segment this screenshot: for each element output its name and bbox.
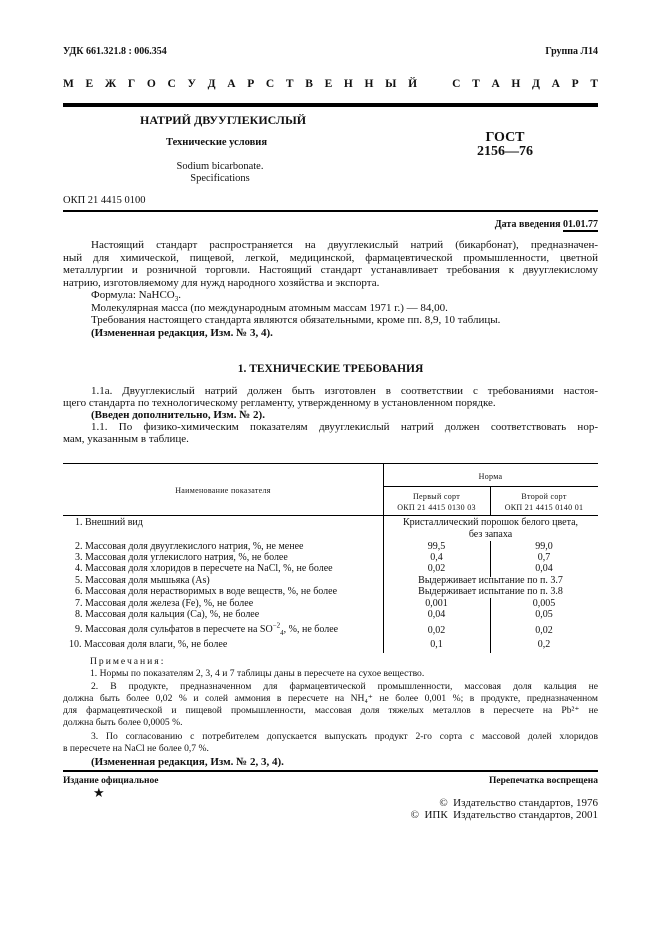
note-2: должна быть более 0,02 % и солей аммония в пересчете на NH₄⁺ не более 0,001 %; в продукте, предназначенном <box>63 693 598 704</box>
formula-text: Формула: NaHCO <box>91 289 175 301</box>
added-note: (Введен дополнительно, Изм. № 2). <box>91 409 265 421</box>
row-value-span: Выдерживает испытание по п. 3.7 <box>418 575 563 586</box>
row-name-end: , %, не более <box>283 624 339 635</box>
note-2: должна быть более 0,0005 %. <box>63 717 183 728</box>
star-icon: ★ <box>93 785 105 800</box>
note-2: для фармацевтической и пищевой промышленности, массовая доля тяжелых металлов в пересчете на Pb²⁺ не <box>63 705 598 716</box>
clause-1-1a: щего стандарта по технологическому регламенту, утвержденному в установленном порядке. <box>63 397 496 409</box>
row-value-grade2: 0,005 <box>532 598 556 609</box>
row-name: 3. Массовая доля углекислого натрия, %, не более <box>75 552 288 563</box>
superscript: −2 <box>272 621 281 630</box>
row-value-grade2: 99,0 <box>535 541 553 552</box>
rule <box>63 770 598 772</box>
row-value-grade1: 99,5 <box>427 541 446 552</box>
header-divider <box>383 486 598 487</box>
row-value-grade2: 0,7 <box>537 552 551 563</box>
row-value-span: Кристаллический порошок белого цвета, <box>402 517 579 528</box>
subscript: 4 <box>280 629 284 637</box>
row-value-grade1: 0,001 <box>425 598 448 609</box>
clause-1-1a: 1.1а. Двууглекислый натрий должен быть изготовлен в соответствии с требованиями настоя- <box>91 385 598 397</box>
formula <box>63 289 598 304</box>
note-2: 2. В продукте, предназначенном для фармацевтической промышленности, массовая доля кальция не <box>91 681 598 692</box>
intro-line: ный для химической, пищевой, легкой, медицинской, фармацевтической промышленности, цветной <box>63 252 598 264</box>
english-title-1: Sodium bicarbonate. <box>176 161 264 172</box>
row-value-grade2: 0,05 <box>535 609 553 620</box>
introduction-date <box>495 219 598 231</box>
date-value: 01.01.77 <box>563 219 598 230</box>
table-top-border <box>63 463 598 464</box>
row-name <box>75 621 339 637</box>
row-name: 8. Массовая доля кальция (Ca), %, не более <box>75 609 260 620</box>
note-3: 3. По согласованию с потребителем допускается выпускать продукт 2-го сорта с массовой долей хлоридов <box>91 731 598 742</box>
row-value-grade2: 0,2 <box>537 639 551 650</box>
row-value-grade1: 0,04 <box>427 609 446 620</box>
clause-1-1: 1.1. По физико-химическим показателям двууглекислый натрий должен соответствовать нор- <box>91 421 598 433</box>
thick-rule <box>63 103 598 107</box>
note-3: в пересчете на NaCl не более 0,7 %. <box>63 743 209 754</box>
intro-line: Настоящий стандарт распространяется на двууглекислый натрий (бикарбонат), предназначен- <box>91 239 598 251</box>
col-header-name: Наименование показателя <box>175 486 271 495</box>
notes-title: Примечания: <box>90 656 166 667</box>
intro-line: натрию, изготовляемому для нужд народного хозяйства и экспорта. <box>63 277 380 289</box>
gost-label: ГОСТ <box>485 130 525 145</box>
row-value-grade2: 0,02 <box>535 625 553 636</box>
group-code: Группа Л14 <box>545 46 598 57</box>
section-heading: 1. ТЕХНИЧЕСКИЕ ТРЕБОВАНИЯ <box>237 363 424 375</box>
row-value-grade2: 0,04 <box>535 563 553 574</box>
interstate-standard-heading: М Е Ж Г О С У Д А Р С Т В Е Н Н Ы Й С Т А Н Д А Р Т <box>63 78 598 90</box>
notes-change: (Измененная редакция, Изм. № 2, 3, 4). <box>91 756 284 768</box>
note-1: 1. Нормы по показателям 2, 3, 4 и 7 таблицы даны в пересчете на сухое вещество. <box>90 668 425 679</box>
row-value-grade1: 0,4 <box>430 552 443 563</box>
header-bottom-border <box>63 515 598 516</box>
row-name: 4. Массовая доля хлоридов в пересчете на NaCl, %, не более <box>75 563 333 574</box>
row-name: 5. Массовая доля мышьяка (As) <box>75 575 210 586</box>
molecular-mass: Молекулярная масса (по международным атомным массам 1971 г.) — 84,00. <box>91 302 448 314</box>
row-value-span: без запаха <box>468 529 513 540</box>
row-value-grade1: 0,02 <box>427 563 446 574</box>
col-header-grade1: Первый сорт <box>412 492 460 501</box>
row-name: 1. Внешний вид <box>75 517 143 528</box>
english-title-2: Specifications <box>190 173 250 184</box>
row-name: 6. Массовая доля нерастворимых в воде веществ, %, не более <box>75 586 338 597</box>
row-name: 7. Массовая доля железа (Fe), %, не более <box>75 598 254 609</box>
clause-1-1: мам, указанным в таблице. <box>63 433 189 445</box>
product-subtitle: Технические условия <box>166 137 268 148</box>
official-edition: Издание официальное <box>63 776 159 786</box>
col-header-norm: Норма <box>478 472 503 481</box>
formula-subscript: 3 <box>174 295 179 304</box>
col-header-grade2-okp: ОКП 21 4415 0140 01 <box>504 503 584 512</box>
requirements-note: Требования настоящего стандарта являются обязательными, кроме пп. 8,9, 10 таблицы. <box>91 314 501 326</box>
rule <box>63 210 598 212</box>
okp-code: ОКП 21 4415 0100 <box>63 195 146 206</box>
row-name: 2. Массовая доля двууглекислого натрия, %, не менее <box>75 541 304 552</box>
formula-end: . <box>178 289 181 301</box>
reprint-prohibited: Перепечатка воспрещена <box>488 776 598 786</box>
row-value-grade1: 0,02 <box>427 625 446 636</box>
change-note: (Измененная редакция, Изм. № 3, 4). <box>91 327 273 339</box>
row-value-span: Выдерживает испытание по п. 3.8 <box>418 586 563 597</box>
date-label: Дата введения <box>494 219 561 230</box>
intro-line: металлургии и розничной торговли. Настоящий стандарт устанавливает требования к двууглекислому <box>63 264 598 276</box>
col-header-grade1-okp: ОКП 21 4415 0130 03 <box>397 503 476 512</box>
row-name-text: 9. Массовая доля сульфатов в пересчете на SO <box>75 624 273 635</box>
row-value-grade1: 0,1 <box>430 639 443 650</box>
copyright-1976: © Издательство стандартов, 1976 <box>439 797 598 809</box>
gost-number: 2156—76 <box>477 144 533 159</box>
product-title: НАТРИЙ ДВУУГЛЕКИСЛЫЙ <box>140 113 307 127</box>
row-name: 10. Массовая доля влаги, %, не более <box>69 639 228 650</box>
col-header-grade2: Второй сорт <box>521 492 567 501</box>
udk-code: УДК 661.321.8 : 006.354 <box>63 46 167 57</box>
copyright-2001: © ИПК Издательство стандартов, 2001 <box>410 809 598 821</box>
